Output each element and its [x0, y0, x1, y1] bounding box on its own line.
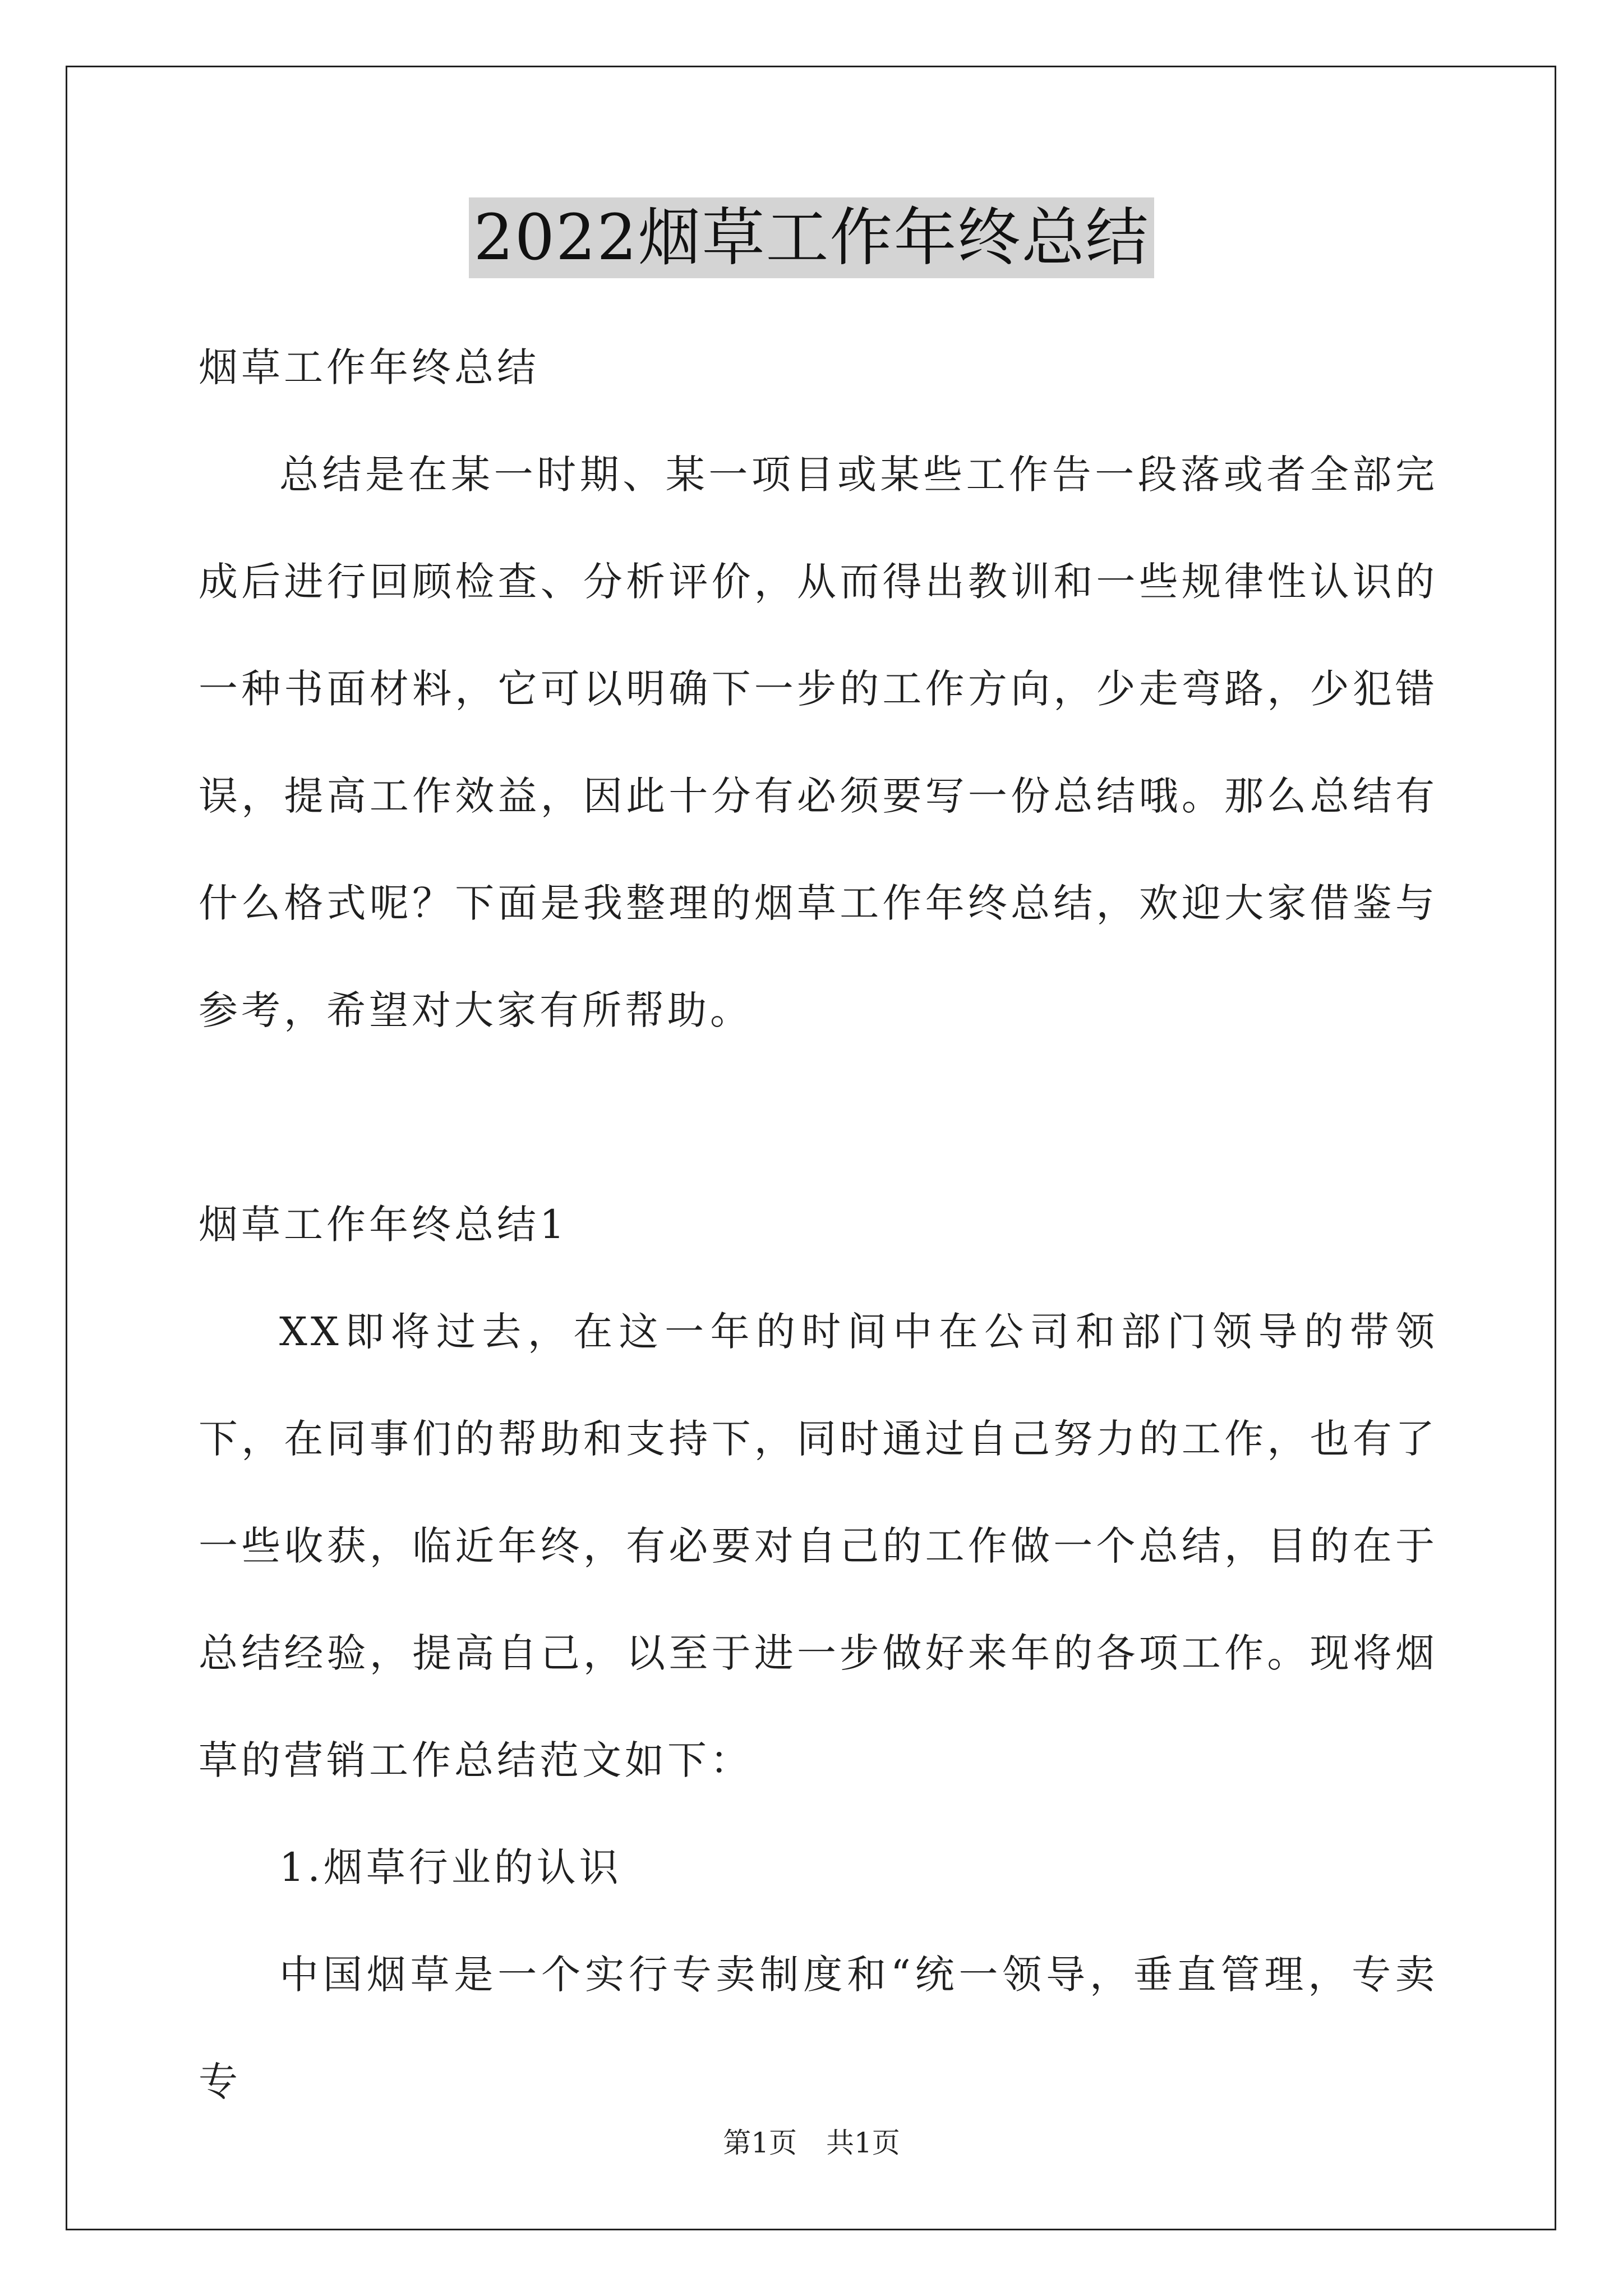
body-paragraph: XX即将过去，在这一年的时间中在公司和部门领导的带领下，在同事们的帮助和支持下，同时通过自己努力的工作，也有了一些收获，临近年终，有必要对自己的工作做一个总结，目的在于总结经验，提高自己，以至于进一步做好来年的各项工作。现将烟草的营销工作总结范文如下： — [199, 1309, 1438, 1783]
page-footer — [0, 2126, 1623, 2160]
page-number-total: 共1页 — [826, 2127, 900, 2159]
subsection-heading: 1.烟草行业的认识 — [279, 1844, 622, 1890]
section-heading: 烟草工作年终总结 — [199, 344, 540, 390]
body-paragraph-2: 中国烟草是一个实行专卖制度和“统一领导，垂直管理，专卖专 — [199, 1952, 1438, 2105]
title-container — [0, 197, 1623, 278]
paragraph-gap — [199, 1064, 1438, 1171]
page-number-current: 第1页 — [723, 2127, 797, 2159]
section-heading-1: 烟草工作年终总结1 — [199, 1202, 568, 1248]
intro-paragraph: 总结是在某一时期、某一项目或某些工作告一段落或者全部完成后进行回顾检查、分析评价，从而得出教训和一些规律性认识的一种书面材料，它可以明确下一步的工作方向，少走弯路，少犯错误，提高工作效益，因此十分有必须要写一份总结哦。那么总结有什么格式呢？下面是我整理的烟草工作年终总结，欢迎大家借鉴与参考，希望对大家有所帮助。 — [199, 452, 1438, 1033]
document-body — [199, 314, 1438, 2136]
document-title: 2022烟草工作年终总结 — [469, 197, 1154, 278]
